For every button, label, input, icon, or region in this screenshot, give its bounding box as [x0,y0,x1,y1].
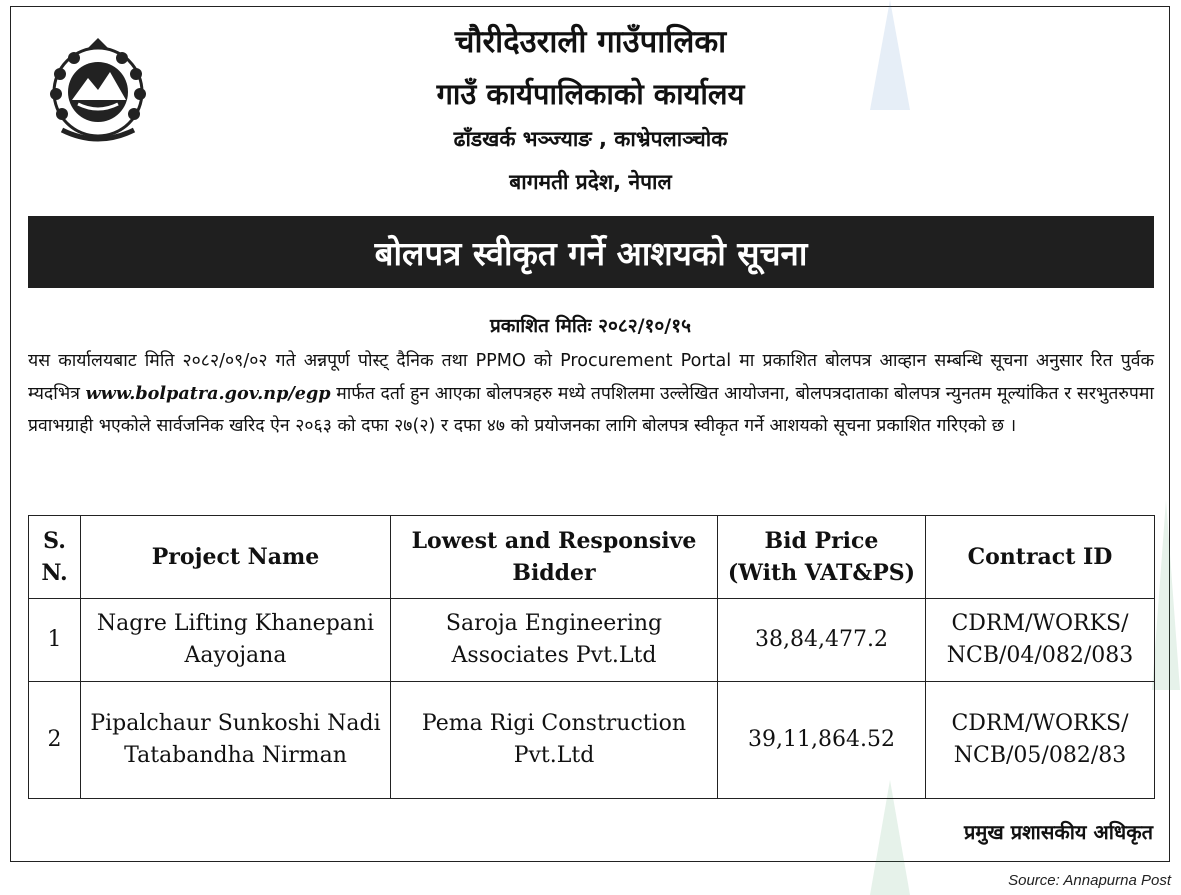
bid-table [28,515,1155,799]
header-bid-price: Bid Price (With VAT&PS) [718,516,926,599]
published-date: प्रकाशित मितिः २०८२/१०/१५ [489,315,692,337]
notice-title: बोलपत्र स्वीकृत गर्ने आशयको सूचना [374,233,808,273]
header-project-name: Project Name [81,516,391,599]
egp-link[interactable]: www.bolpatra.gov.np/egp [85,382,331,404]
municipality-name: चौरीदेउराली गाउँपालिका [454,24,727,60]
row-bidder: Pema Rigi Construction Pvt.Ltd [391,682,718,799]
row-sn: 2 [29,682,81,799]
signatory-title: प्रमुख प्रशासकीय अधिकृत [964,820,1153,844]
header-contract-id: Contract ID [926,516,1155,599]
source-credit: Source: Annapurna Post [1008,872,1171,889]
notice-title-banner [28,216,1154,288]
notice-body-part1: यस कार्यालयबाट मिति २०८२/०९/०२ गते अन्नपूर्ण पोस्ट् दैनिक तथा PPMO को Procurement Portal मा प्रकाशित बोलपत्र आव्हान सम्बन्धि सूचना अनुसार रित पुर्वक म्यदभित्र [28,351,1154,404]
table-header-row [29,516,1155,599]
province-line: बागमती प्रदेश, नेपाल [509,170,672,194]
row-bid-price: 39,11,864.52 [718,682,926,799]
notice-body-part2: मार्फत दर्ता हुन आएका बोलपत्रहरु मध्ये तपशिलमा उल्लेखित आयोजना, बोलपत्रदाताका बोलपत्र न्युनतम मूल्यांकित र सरभुतरुपमा प्रवाभग्राही भएकोले सार्वजनिक खरिद ऐन २०६३ को दफा २७(२) र दफा ४७ को प्रयोजनका लागि बोलपत्र स्वीकृत गर्ने आशयको सूचना प्रकाशित गरिएको छ । [28,383,1154,436]
office-name: गाउँ कार्यपालिकाको कार्यालय [436,77,745,111]
row-contract-id: CDRM/WORKS/ NCB/05/082/83 [926,682,1155,799]
address-line: ढाँडखर्क भञ्ज्याङ , काभ्रेपलाञ्चोक [453,127,728,151]
row-project-name: Nagre Lifting Khanepani Aayojana [81,599,391,682]
header-bidder: Lowest and Responsive Bidder [391,516,718,599]
header-sn: S. N. [29,516,81,599]
row-project-name: Pipalchaur Sunkoshi Nadi Tatabandha Nirman [81,682,391,799]
row-bid-price: 38,84,477.2 [718,599,926,682]
notice-body [28,345,1154,443]
table-row [29,682,1155,799]
row-contract-id: CDRM/WORKS/ NCB/04/082/083 [926,599,1155,682]
row-bidder: Saroja Engineering Associates Pvt.Ltd [391,599,718,682]
table-row [29,599,1155,682]
row-sn: 1 [29,599,81,682]
